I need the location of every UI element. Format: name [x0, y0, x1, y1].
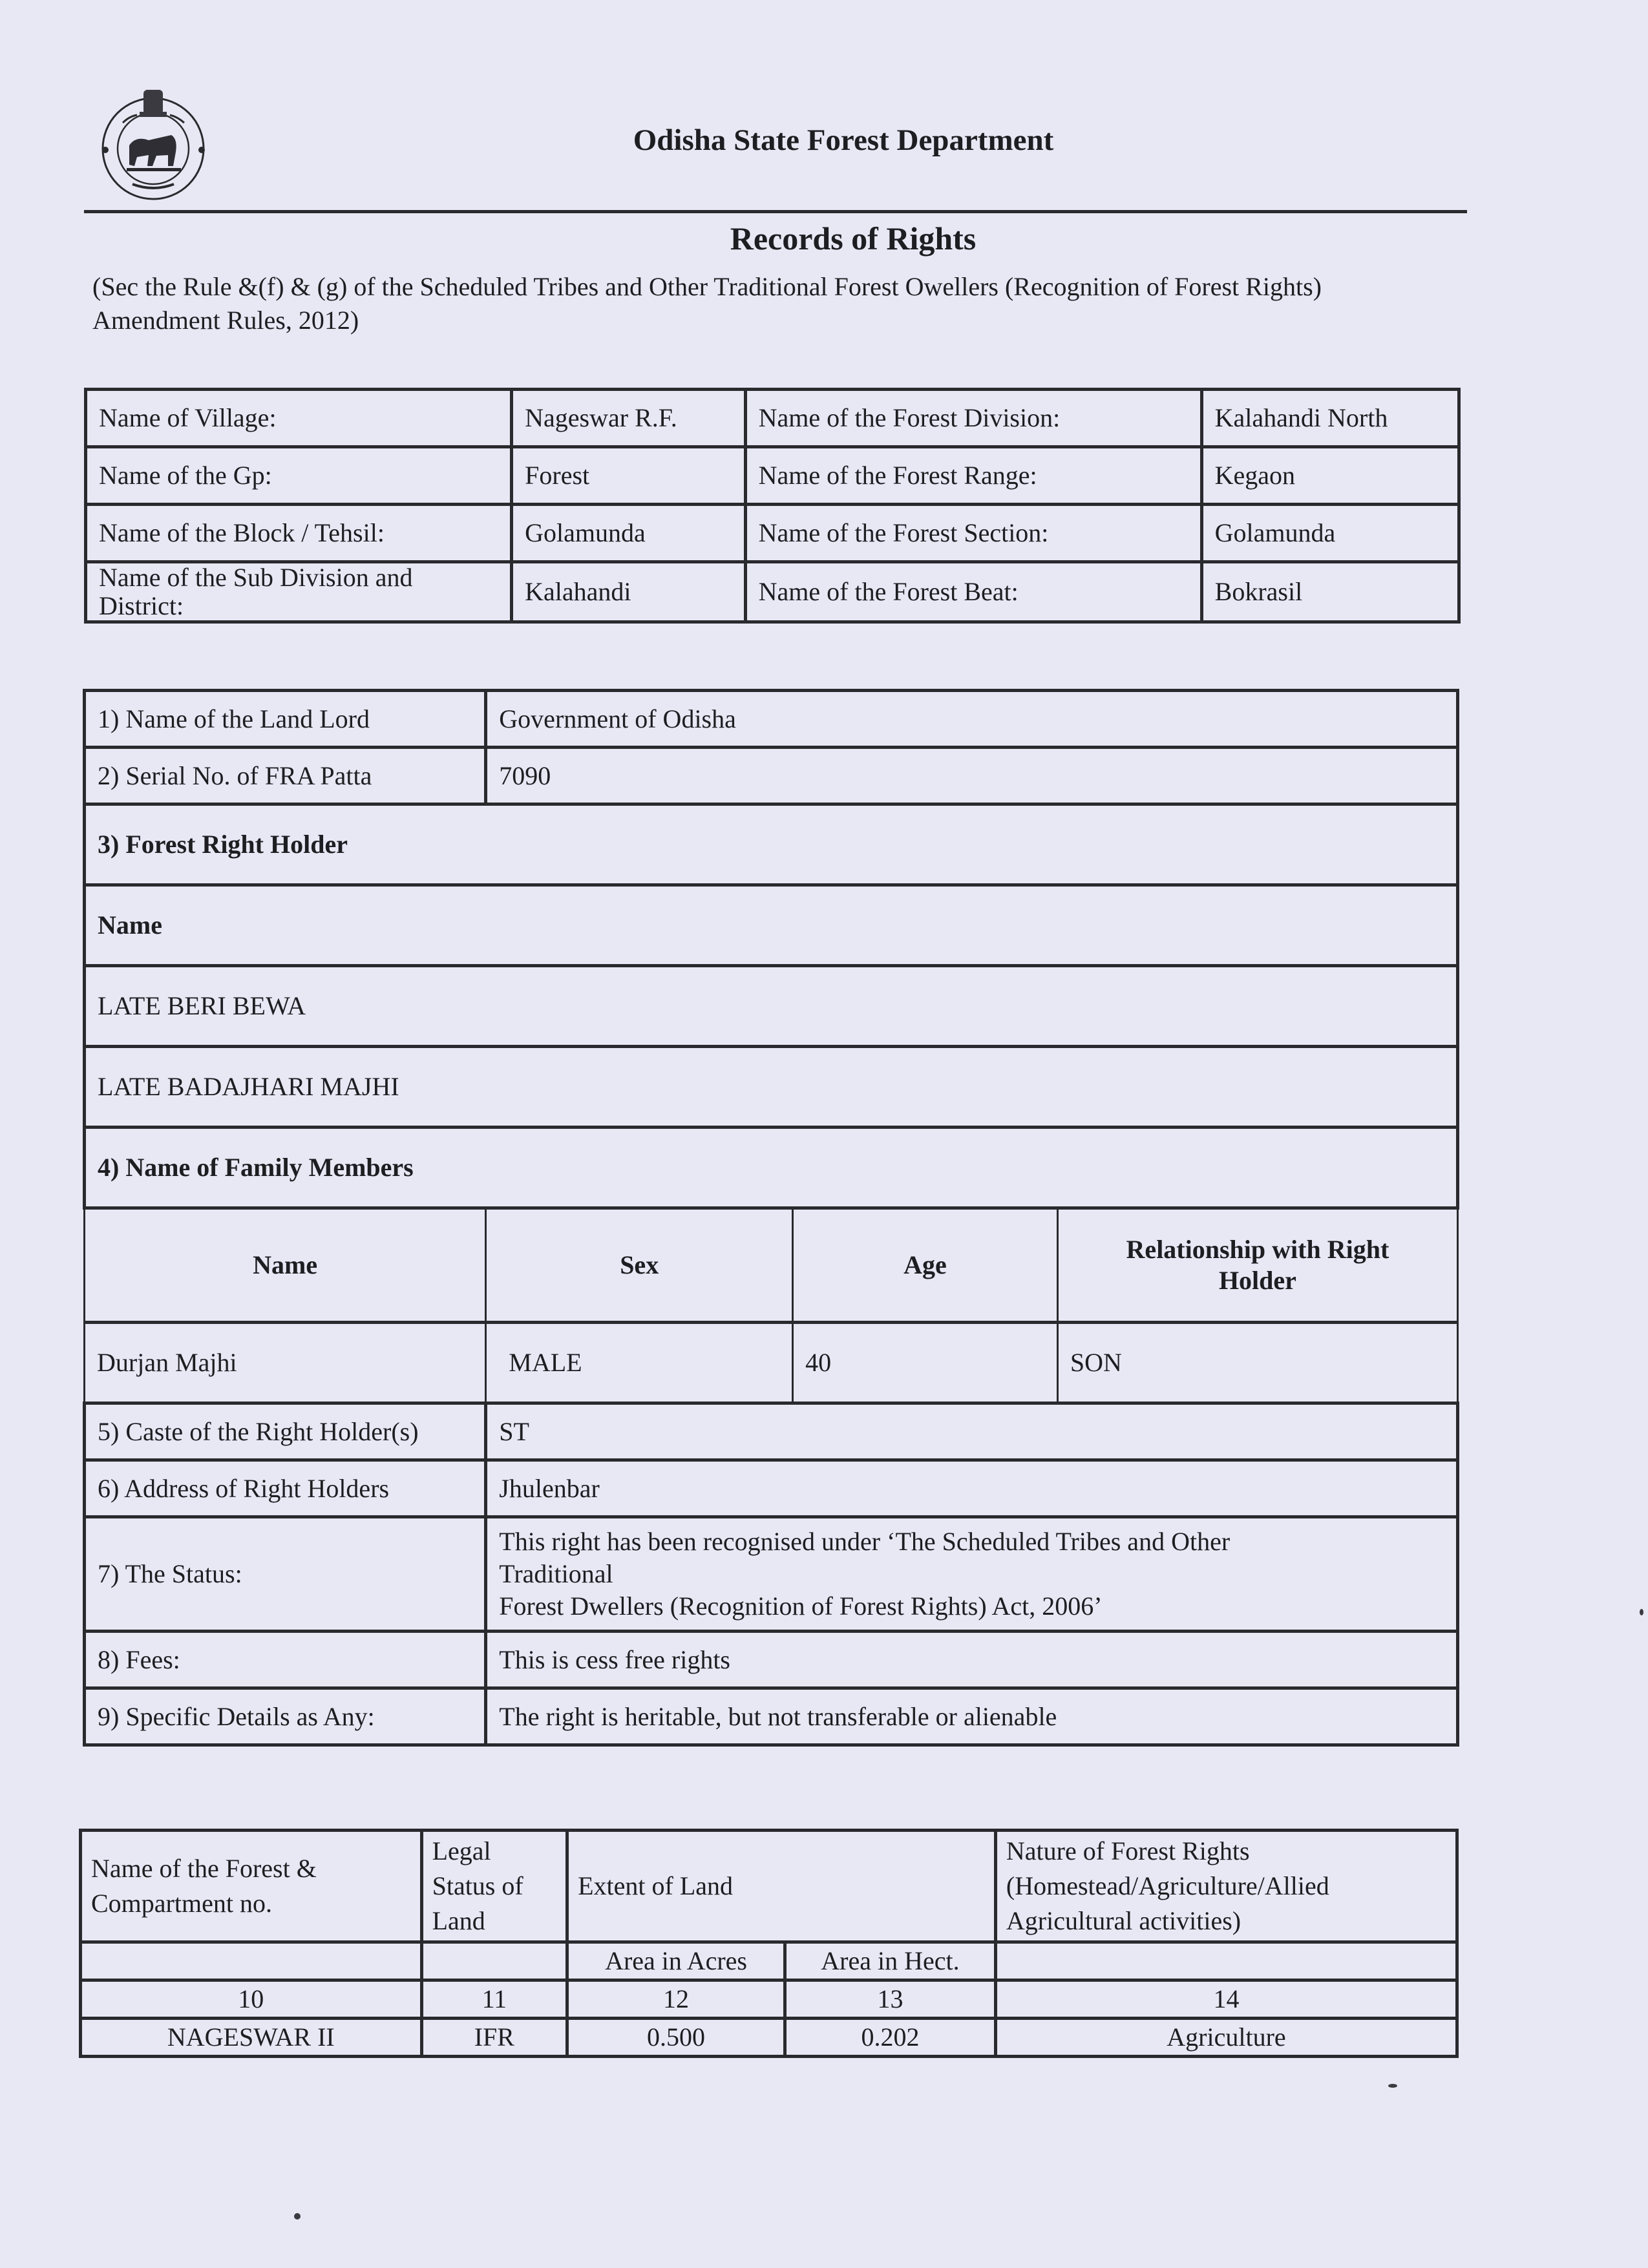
- subheader-blank: [995, 1942, 1457, 1980]
- location-row: [86, 390, 1459, 447]
- family-member-row: [85, 1323, 1458, 1403]
- document-title: Records of Rights: [730, 220, 977, 257]
- location-row: [86, 505, 1459, 562]
- specific-details-label: 9) Specific Details as Any:: [85, 1688, 486, 1745]
- forest-range-label: Name of the Forest Range:: [745, 447, 1201, 505]
- land-lord-row: [85, 691, 1458, 748]
- caste-value: ST: [486, 1403, 1458, 1460]
- scan-speck: [294, 2213, 301, 2220]
- family-members-heading: 4) Name of Family Members: [85, 1128, 1458, 1208]
- status-label: 7) The Status:: [85, 1517, 486, 1632]
- land-data-row: [81, 2019, 1457, 2057]
- legal-status-value: IFR: [421, 2019, 567, 2057]
- location-row: [86, 562, 1459, 622]
- forest-section-value: Golamunda: [1201, 505, 1459, 562]
- holder-name: LATE BADAJHARI MAJHI: [85, 1047, 1458, 1128]
- family-heading-row: [85, 1128, 1458, 1208]
- specific-details-row: [85, 1688, 1458, 1745]
- rights-details-table: [83, 689, 1459, 1747]
- subheader-blank: [421, 1942, 567, 1980]
- fees-row: [85, 1632, 1458, 1688]
- family-member-name: Durjan Majhi: [85, 1323, 486, 1403]
- forest-beat-value: Bokrasil: [1201, 562, 1459, 622]
- column-number: 12: [567, 1980, 785, 2019]
- land-subheader-row: [81, 1942, 1457, 1980]
- address-value: Jhulenbar: [486, 1460, 1458, 1517]
- land-column-numbers-row: [81, 1980, 1457, 2019]
- address-row: [85, 1460, 1458, 1517]
- serial-value: 7090: [486, 748, 1458, 804]
- area-acres-value: 0.500: [567, 2019, 785, 2057]
- col-area-hect: Area in Hect.: [785, 1942, 995, 1980]
- scan-speck: [1388, 2084, 1397, 2088]
- department-title: Odisha State Forest Department: [633, 123, 1054, 157]
- column-number: 10: [81, 1980, 422, 2019]
- holder-heading-row: [85, 804, 1458, 885]
- area-hect-value: 0.202: [785, 2019, 995, 2057]
- land-lord-label: 1) Name of the Land Lord: [85, 691, 486, 748]
- subheader-blank: [81, 1942, 422, 1980]
- land-extent-table: [79, 1829, 1459, 2058]
- holder-name-heading-row: [85, 885, 1458, 966]
- gp-value: Forest: [512, 447, 745, 505]
- caste-label: 5) Caste of the Right Holder(s): [85, 1403, 486, 1460]
- forest-section-label: Name of the Forest Section:: [745, 505, 1201, 562]
- rule-reference-subtitle: (Sec the Rule &(f) & (g) of the Scheduled Tribes and Other Traditional Forest Owellers (Recognition of Forest Rights) Amendment Rules, 2012): [92, 272, 1322, 335]
- col-area-acres: Area in Acres: [567, 1942, 785, 1980]
- location-row: [86, 447, 1459, 505]
- col-forest-compartment: Name of the Forest & Compartment no.: [81, 1831, 422, 1942]
- forest-range-value: Kegaon: [1201, 447, 1459, 505]
- status-line: Forest Dwellers (Recognition of Forest Rights) Act, 2006’: [499, 1591, 1103, 1621]
- serial-row: [85, 748, 1458, 804]
- col-extent-of-land: Extent of Land: [567, 1831, 996, 1942]
- nature-of-rights-value: Agriculture: [995, 2019, 1457, 2057]
- column-number: 13: [785, 1980, 995, 2019]
- holder-name-heading: Name: [85, 885, 1458, 966]
- col-nature-of-rights: Nature of Forest Rights (Homestead/Agriculture/Allied Agricultural activities): [995, 1831, 1457, 1942]
- status-value: [486, 1517, 1458, 1632]
- fees-label: 8) Fees:: [85, 1632, 486, 1688]
- block-tehsil-value: Golamunda: [512, 505, 745, 562]
- family-col-sex: Sex: [486, 1208, 793, 1323]
- sub-division-district-label: Name of the Sub Division and District:: [86, 562, 512, 622]
- family-member-age: 40: [793, 1323, 1058, 1403]
- family-col-relationship: Relationship with Right Holder: [1057, 1208, 1457, 1323]
- col-legal-status: Legal Status of Land: [421, 1831, 567, 1942]
- village-label: Name of Village:: [86, 390, 512, 447]
- location-details-table: [84, 388, 1461, 624]
- scan-speck: [1640, 1609, 1643, 1615]
- holder-name: LATE BERI BEWA: [85, 966, 1458, 1047]
- village-value: Nageswar R.F.: [512, 390, 745, 447]
- caste-row: [85, 1403, 1458, 1460]
- family-col-age: Age: [793, 1208, 1058, 1323]
- family-member-sex: MALE: [486, 1323, 793, 1403]
- serial-label: 2) Serial No. of FRA Patta: [85, 748, 486, 804]
- address-label: 6) Address of Right Holders: [85, 1460, 486, 1517]
- forest-division-label: Name of the Forest Division:: [745, 390, 1201, 447]
- gp-label: Name of the Gp:: [86, 447, 512, 505]
- holder-row: [85, 966, 1458, 1047]
- family-header-row: [85, 1208, 1458, 1323]
- family-col-name: Name: [85, 1208, 486, 1323]
- status-line: Traditional: [499, 1559, 613, 1588]
- sub-division-district-value: Kalahandi: [512, 562, 745, 622]
- specific-details-value: The right is heritable, but not transferable or alienable: [486, 1688, 1458, 1745]
- header-divider: [84, 210, 1467, 213]
- forest-beat-label: Name of the Forest Beat:: [745, 562, 1201, 622]
- status-line: This right has been recognised under ‘The Scheduled Tribes and Other: [499, 1527, 1231, 1556]
- forest-division-value: Kalahandi North: [1201, 390, 1459, 447]
- column-number: 14: [995, 1980, 1457, 2019]
- land-lord-value: Government of Odisha: [486, 691, 1458, 748]
- forest-name-value: NAGESWAR II: [81, 2019, 422, 2057]
- holder-row: [85, 1047, 1458, 1128]
- fees-value: This is cess free rights: [486, 1632, 1458, 1688]
- block-tehsil-label: Name of the Block / Tehsil:: [86, 505, 512, 562]
- family-member-relationship: SON: [1057, 1323, 1457, 1403]
- forest-right-holder-heading: 3) Forest Right Holder: [85, 804, 1458, 885]
- land-header-row: [81, 1831, 1457, 1942]
- column-number: 11: [421, 1980, 567, 2019]
- status-row: [85, 1517, 1458, 1632]
